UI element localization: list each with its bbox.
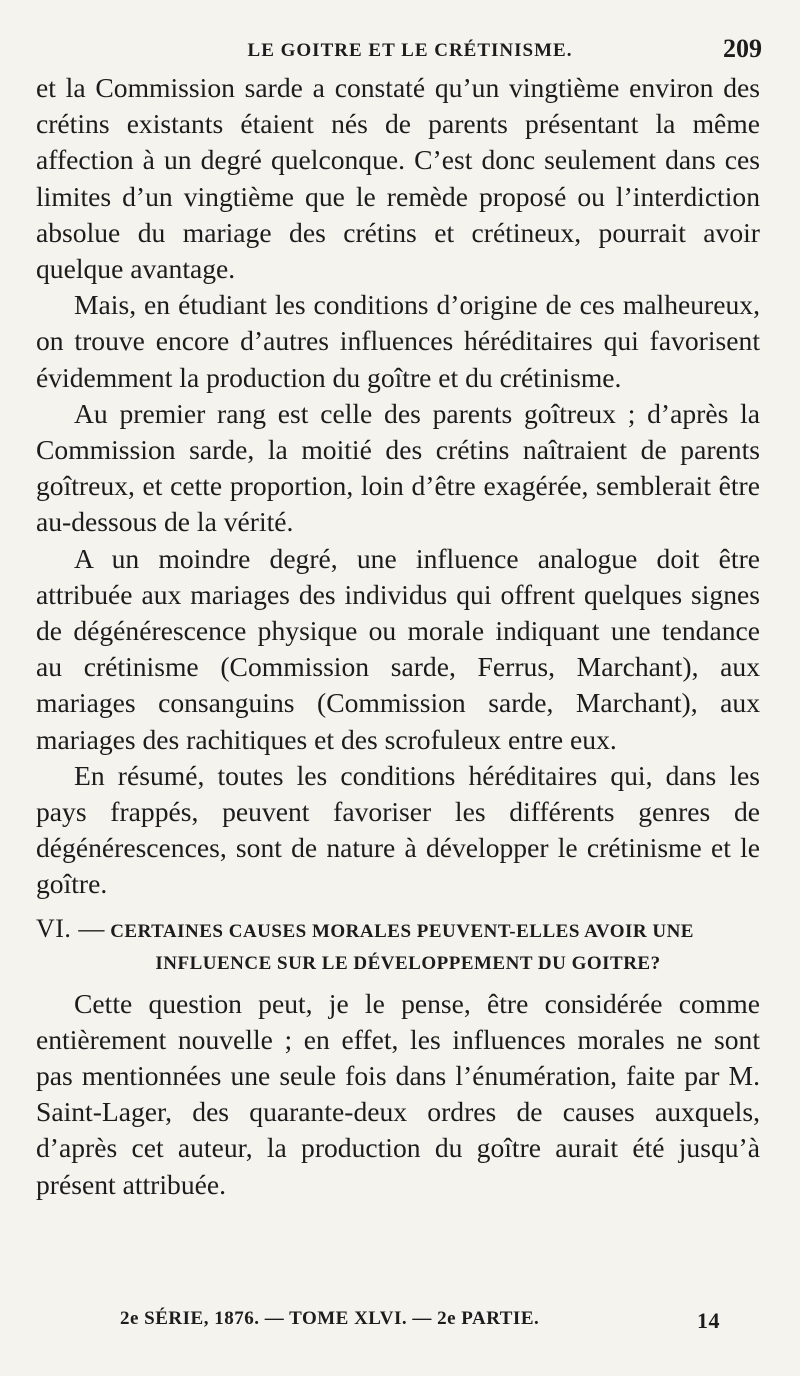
section-numeral: VI. — [36,913,105,943]
paragraph: En résumé, toutes les conditions héréditaires qui, dans les pays frappés, peuvent favoriser les différents genres de dégénérescences, sont de nature à développer le crétinisme et le goître. [36,759,760,900]
paragraph-continuation: et la Commission sarde a constaté qu’un vingtième environ des crétins existants étaient nés de parents présentant la même affection à un degré quelconque. C’est donc seulement dans ces limites d’un vingtième que le remède proposé ou l’interdiction absolue du mariage des crétins et crétineux, pourrait avoir quelque avantage. [36,72,760,285]
paragraph: A un moindre degré, une influence analogue doit être attribuée aux mariages des individus qui offrent quelques signes de dégénérescence physique ou morale indiquant une tendance au crétinisme (Commission sarde, Ferrus, Marchant), aux mariages consanguins (Commission sarde, Marchant), aux mariages des rachitiques et des scrofuleux entre eux. [36,542,760,755]
body-text [36,70,760,1203]
page-footer [120,1308,720,1340]
series-line: 2e SÉRIE, 1876. — TOME XLVI. — 2e PARTIE. [120,1308,540,1329]
paragraph: Mais, en étudiant les conditions d’origine de ces malheureux, on trouve encore d’autres influences héréditaires qui favorisent évidemment la production du goître et du crétinisme. [36,289,760,393]
section-heading-line2: INFLUENCE SUR LE DÉVELOPPEMENT DU GOITRE? [155,952,661,974]
running-title: LE GOITRE ET LE CRÉTINISME. [247,40,573,61]
section-paragraph: Cette question peut, je le pense, être considérée comme entièrement nouvelle ; en effet, les influences morales ne sont pas mentionnées une seule fois dans l’énumération, faite par M. Saint-Lager, des quarante-deux ordres de causes auxquels, d’après cet auteur, la production du goître aurait été jusqu’à présent attribuée. [36,987,760,1200]
paragraph: Au premier rang est celle des parents goîtreux ; d’après la Commission sarde, la moitié des crétins naîtraient de parents goîtreux, et cette proportion, loin d’être exagérée, semblerait être au-dessous de la vérité. [36,397,760,538]
section-heading [36,913,760,980]
section-heading-line1: CERTAINES CAUSES MORALES PEUVENT-ELLES AVOIR UNE [110,920,694,942]
page-number: 209 [723,34,762,63]
running-head [30,34,770,68]
signature-mark: 14 [697,1308,720,1333]
